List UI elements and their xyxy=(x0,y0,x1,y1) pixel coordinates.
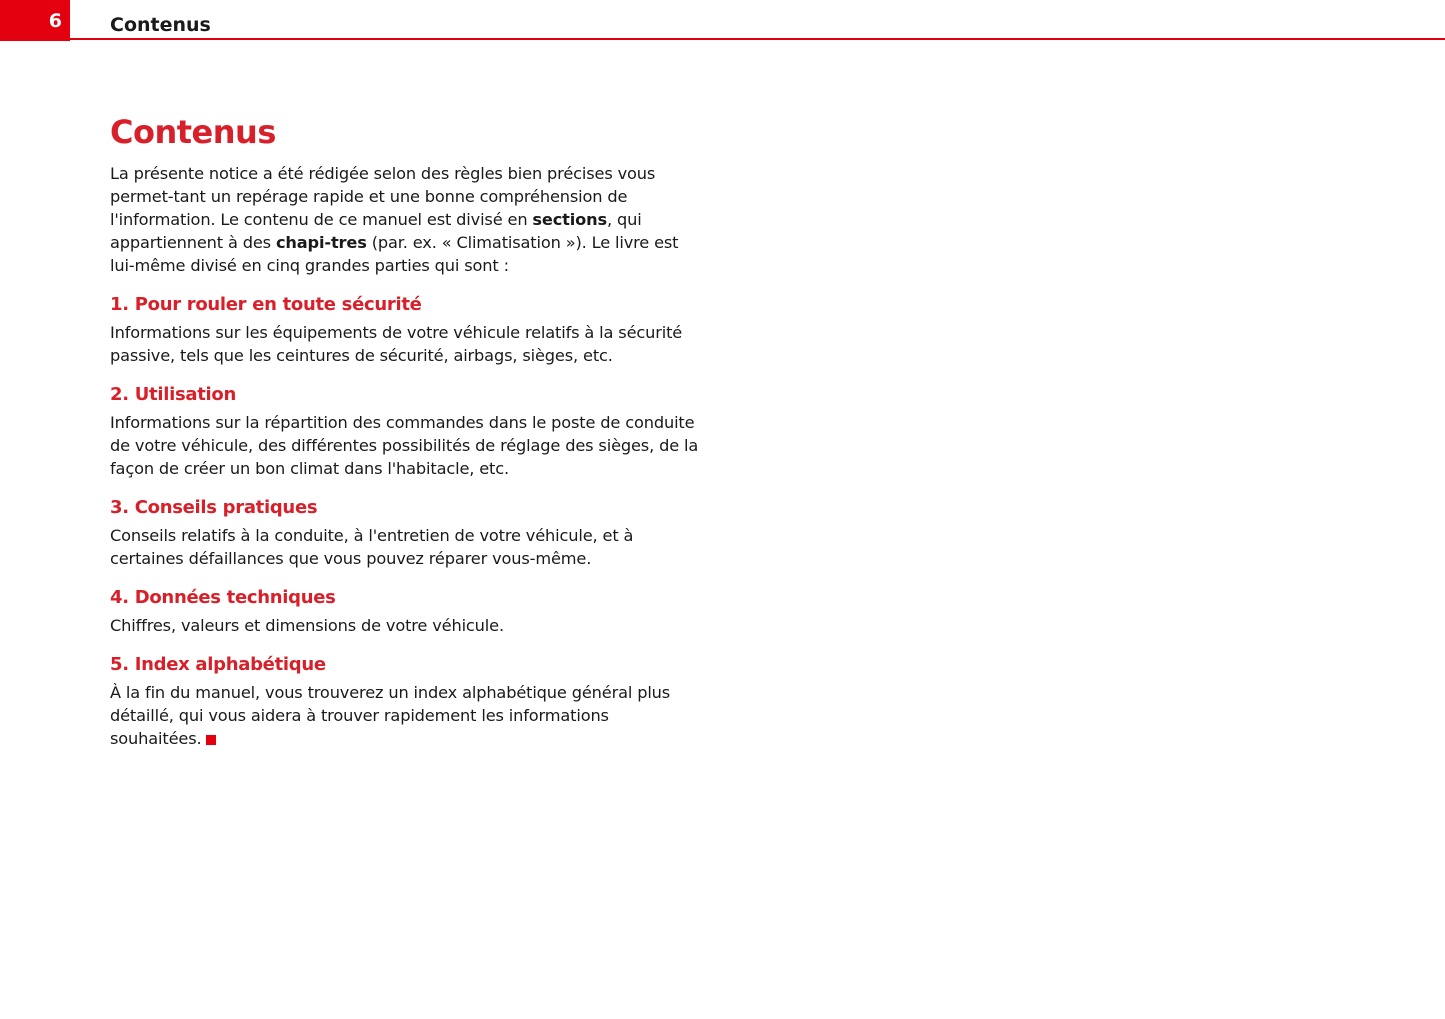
section-text-technical-data: Chiffres, valeurs et dimensions de votre véhicule. xyxy=(110,616,504,635)
section-heading-practical-tips: 3. Conseils pratiques xyxy=(110,497,318,518)
header-divider xyxy=(70,38,1445,40)
section-heading-safety: 1. Pour rouler en toute sécurité xyxy=(110,294,422,315)
page-number xyxy=(0,0,70,41)
intro-text-3: (par. ex. « Climatisation »). Le livre est lui-même divisé en cinq grandes parties qui sont : xyxy=(110,233,679,275)
page-content xyxy=(110,112,705,750)
running-header-title: Contenus xyxy=(110,14,211,36)
section-heading-usage: 2. Utilisation xyxy=(110,384,236,405)
section-heading-index: 5. Index alphabétique xyxy=(110,654,326,675)
page-number-text: 6 xyxy=(48,9,62,32)
section-text-safety: Informations sur les équipements de votre véhicule relatifs à la sécurité passive, tels que les ceintures de sécurité, airbags, sièges, etc. xyxy=(110,323,683,365)
page-title: Contenus xyxy=(110,113,276,151)
intro-text-1: La présente notice a été rédigée selon des règles bien précises vous permet-tant un repérage rapide et une bonne compréhension de l'information. Le contenu de ce manuel est divisé en xyxy=(110,164,656,229)
end-of-section-square-icon xyxy=(206,735,216,745)
section-paragraph-index xyxy=(110,681,705,750)
section-heading-technical-data: 4. Données techniques xyxy=(110,587,336,608)
section-text-usage: Informations sur la répartition des commandes dans le poste de conduite de votre véhicule, des différentes possibilités de réglage des sièges, de la façon de créer un bon climat dans l'habitacle, etc. xyxy=(110,413,699,478)
section-text-practical-tips: Conseils relatifs à la conduite, à l'entretien de votre véhicule, et à certaines défaillances que vous pouvez réparer vous-même. xyxy=(110,526,634,568)
intro-bold-chapters: chapi-tres xyxy=(275,233,367,252)
intro-bold-sections: sections xyxy=(532,210,607,229)
intro-text-2: , qui appartiennent à des xyxy=(110,210,642,252)
section-text-index: À la fin du manuel, vous trouverez un index alphabétique général plus détaillé, qui vous aidera à trouver rapidement les informations souhaitées. xyxy=(110,683,671,748)
intro-paragraph xyxy=(110,162,705,277)
